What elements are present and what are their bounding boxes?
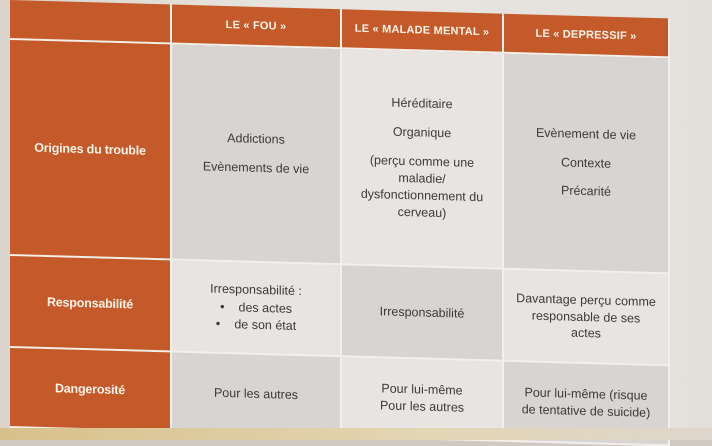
column-header-fou: LE « FOU » (172, 5, 342, 50)
cell-text: Addictions (227, 131, 285, 147)
bullet-icon: • (219, 298, 225, 314)
cell-text: Pour les autres (213, 385, 299, 402)
cell-text: Irresponsabilité (379, 303, 465, 321)
cell-text: Evènements de vie (202, 159, 310, 177)
cell-responsabilite-malade (342, 265, 504, 362)
column-header-depressif: LE « DEPRESSIF » (504, 14, 670, 59)
cell-text: (perçu comme une maladie/ dysfonctionnement du cerveau) (360, 153, 484, 220)
cell-text: Héréditaire (391, 96, 453, 112)
cell-responsabilite-fou (172, 261, 342, 358)
cell-text: de son état (234, 317, 297, 334)
cell-text: Davantage perçu comme responsable de ses actes (516, 290, 656, 341)
cell-text: Organique (392, 124, 452, 141)
row-header-responsabilite: Responsabilité (10, 256, 172, 353)
cell-text: Précarité (560, 183, 612, 200)
bullet-icon: • (215, 316, 221, 332)
list-item (216, 315, 296, 335)
list-item (220, 297, 292, 317)
row-header-dangerosite: Dangerosité (10, 348, 172, 433)
cell-text: des actes (238, 299, 293, 316)
cell-text: Contexte (560, 154, 612, 171)
table-corner (10, 0, 172, 45)
screen-bottom-edge (0, 428, 712, 440)
cell-text: Pour les autres (379, 398, 465, 415)
column-header-malade-mental: LE « MALADE MENTAL » (342, 9, 504, 54)
cell-text: Irresponsabilité : (210, 281, 302, 298)
cell-text: Pour lui-même (risque de tentative de suicide) (521, 385, 651, 420)
row-header-origines: Origines du trouble (10, 40, 172, 261)
cell-origines-fou (172, 45, 342, 266)
cell-origines-depressif (504, 54, 670, 275)
cell-text: Pour lui-même (381, 381, 463, 398)
comparison-table (10, 0, 670, 446)
cell-origines-malade (342, 49, 504, 270)
cell-dangerosite-fou (172, 353, 342, 438)
cell-text: Evènement de vie (535, 125, 637, 143)
cell-responsabilite-depressif (504, 270, 670, 367)
